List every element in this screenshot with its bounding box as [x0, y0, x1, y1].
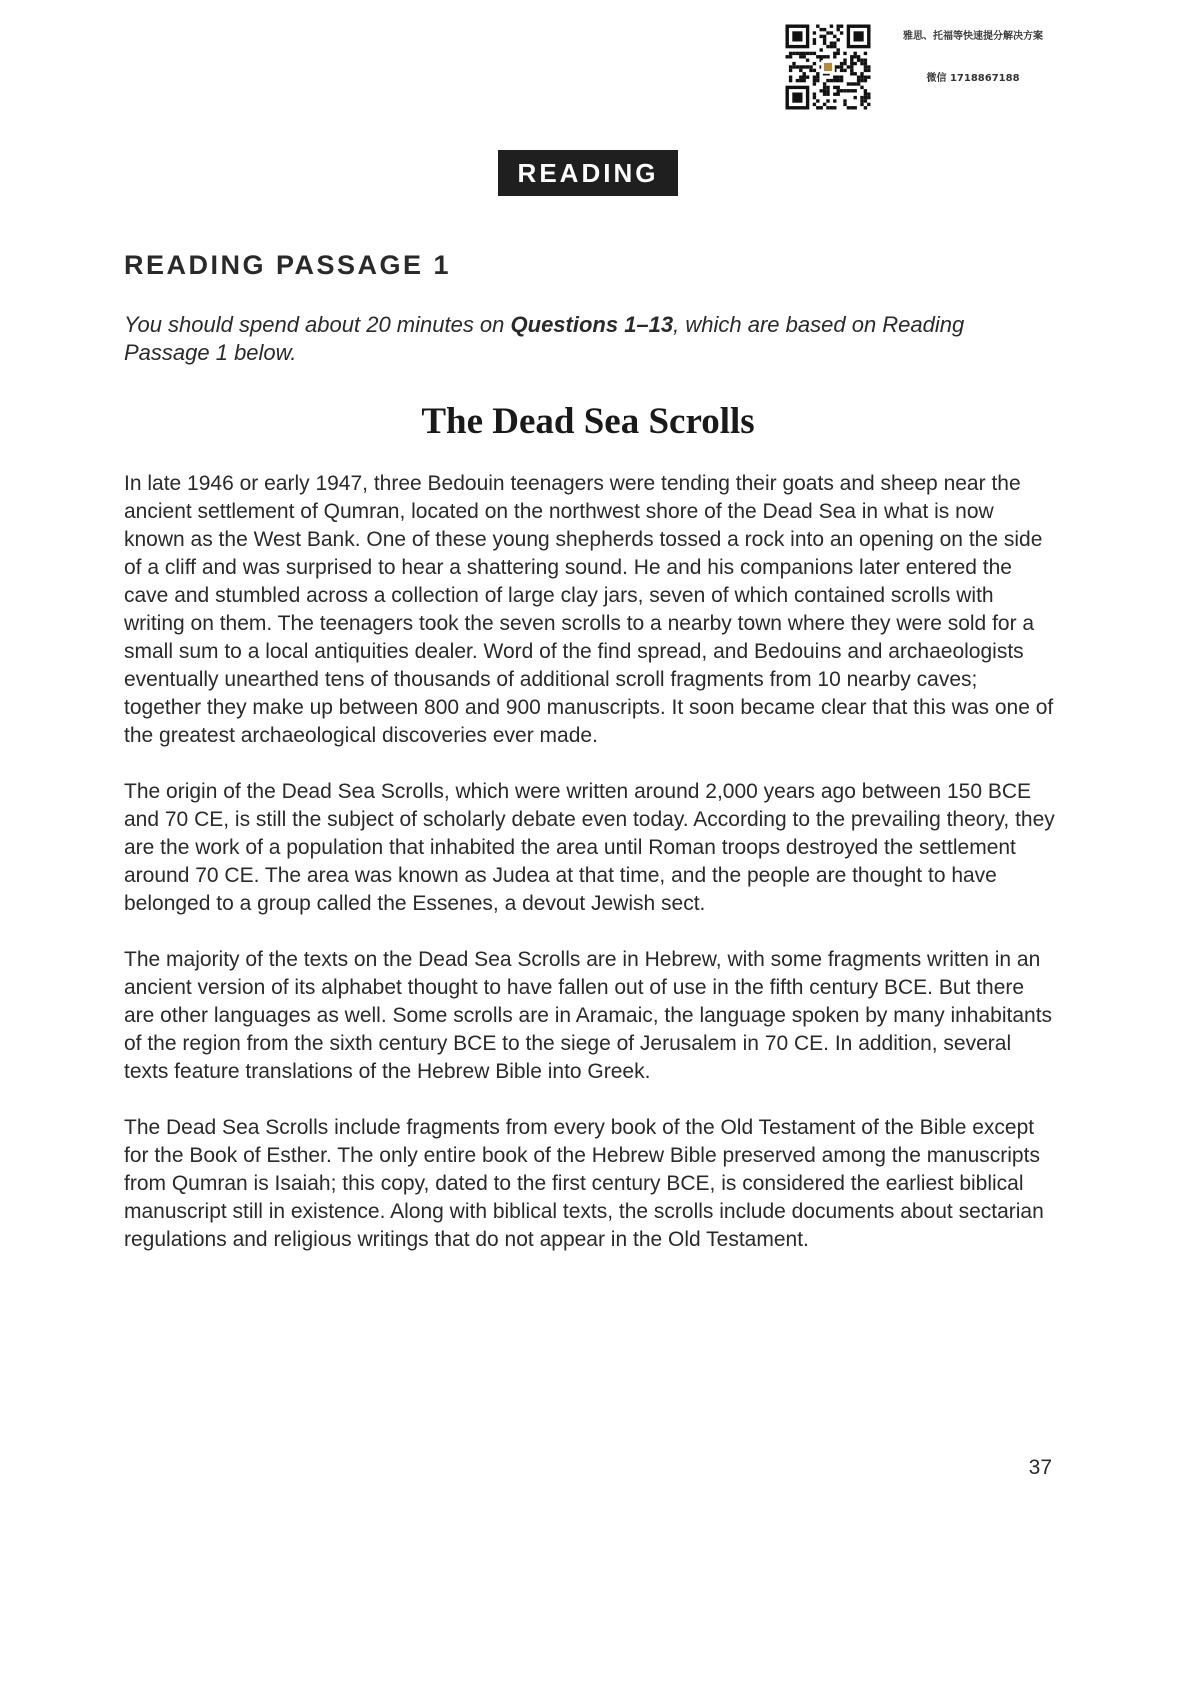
paragraph: The Dead Sea Scrolls include fragments from every book of the Old Testament of the Bible except for the Book of Esther. The only entire book of the Hebrew Bible preserved among the manuscripts from Qumran is Isaiah; this copy, dated to the first century BCE, is considered the earliest biblical manuscript still in existence. Along with biblical texts, the scrolls include documents about sectarian regulations and religious writings that do not appear in the Old Testament.	[124, 1116, 1044, 1251]
section-banner: READING	[498, 150, 678, 196]
qr-caption-line2: 微信 1718867188	[926, 73, 1020, 84]
paragraph: The majority of the texts on the Dead Sea Scrolls are in Hebrew, with some fragments written in an ancient version of its alphabet thought to have fallen out of use in the fifth century BCE. But there are other languages as well. Some scrolls are in Aramaic, the language spoken by many inhabitants of the region from the sixth century BCE to the siege of Jerusalem in 70 CE. In addition, several texts feature translations of the Hebrew Bible into Greek.	[124, 948, 1053, 1083]
passage-heading: READING PASSAGE 1	[124, 250, 452, 280]
qr-code-icon	[784, 10, 872, 124]
article-title: The Dead Sea Scrolls	[421, 401, 755, 442]
article-body	[124, 470, 1060, 1282]
instructions-questions: Questions 1–13	[510, 312, 674, 337]
page-number: 37	[1028, 1456, 1052, 1479]
qr-code	[784, 10, 872, 124]
qr-caption-line1: 雅思、托福等快速提分解决方案	[903, 31, 1043, 42]
paragraph: The origin of the Dead Sea Scrolls, which were written around 2,000 years ago between 150 BCE and 70 CE, is still the subject of scholarly debate even today. According to the prevailing theory, they are the work of a population that inhabited the area until Roman troops destroyed the settlement around 70 CE. The area was known as Judea at that time, and the people are thought to have belonged to a group called the Essenes, a devout Jewish sect.	[124, 780, 1055, 915]
paragraph: In late 1946 or early 1947, three Bedouin teenagers were tending their goats and sheep near the ancient settlement of Qumran, located on the northwest shore of the Dead Sea in what is now known as the West Bank. One of these young shepherds tossed a rock into an opening on the side of a cliff and was surprised to hear a shattering sound. He and his companions later entered the cave and stumbled across a collection of large clay jars, seven of which contained scrolls with writing on them. The teenagers took the seven scrolls to a nearby town where they were sold for a small sum to a local antiquities dealer. Word of the find spread, and Bedouins and archaeologists eventually unearthed tens of thousands of additional scroll fragments from 10 nearby caves; together they make up between 800 and 900 manuscripts. It soon became clear that this was one of the greatest archaeological discoveries ever made.	[124, 472, 1054, 747]
qr-caption	[878, 30, 1068, 86]
passage-instructions	[124, 311, 1054, 367]
instructions-text-before: You should spend about 20 minutes on	[124, 312, 511, 337]
instructions-text-after: , which are based on Reading Passage 1 below.	[124, 312, 965, 365]
